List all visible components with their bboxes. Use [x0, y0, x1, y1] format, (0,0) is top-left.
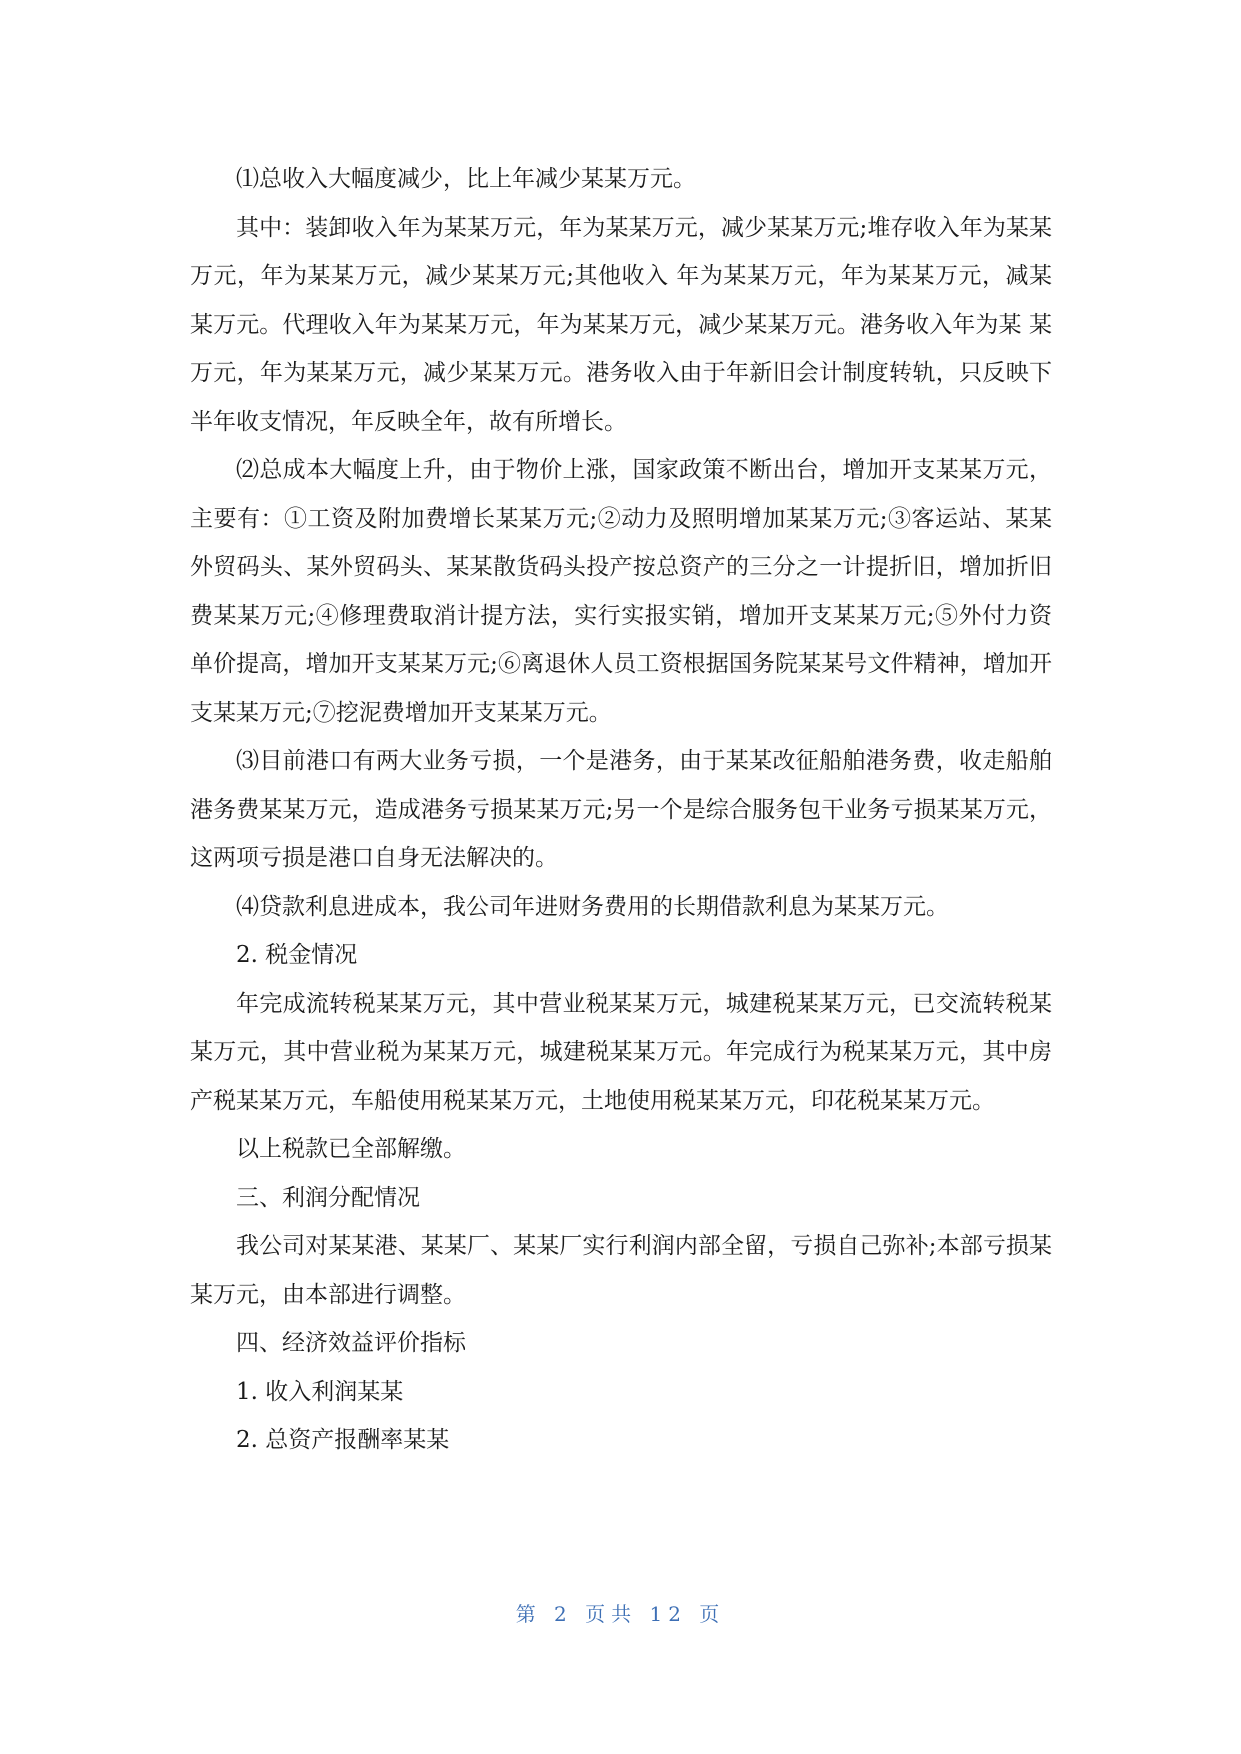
- paragraph-income-breakdown: 其中：装卸收入年为某某万元，年为某某万元，减少某某万元;堆存收入年为某某万元，年为某某万元，减少某某万元;其他收入 年为某某万元，年为某某万元，减某某万元。代理收入年为某某万元，年为某某万元，减少某某万元。港务收入年为某 某万元，年为某某万元，减少某某万元。港务收入由于年新旧会计制度转轨，只反映下半年收支情况，年反映全年，故有所增长。: [190, 214, 1052, 435]
- paragraph-total-cost: ⑵总成本大幅度上升，由于物价上涨，国家政策不断出台，增加开支某某万元，主要有：①工资及附加费增长某某万元;②动力及照明增加某某万元;③客运站、某某 外贸码头、某外贸码头、某某散货码头投产按总资产的三分之一计提折旧，增加折旧费某某万元;④修理费取消计提方法，实行实报实销，增加开支某某万元;⑤外付力资单价提高，增加开支某某万元;⑥离退休人员工资根据国务院某某号文件精神，增加开支某某万元;⑦挖泥费增加开支某某万元。: [190, 457, 1052, 726]
- paragraph-loan-interest: ⑷贷款利息进成本，我公司年进财务费用的长期借款利息为某某万元。: [236, 893, 949, 920]
- heading-tax-situation: 2. 税金情况: [236, 942, 358, 968]
- list-item-asset-return: 2. 总资产报酬率某某: [236, 1427, 450, 1453]
- heading-profit-distribution: 三、利润分配情况: [236, 1184, 420, 1211]
- paragraph-tax-details: 年完成流转税某某万元，其中营业税某某万元，城建税某某万元，已交流转税某某万元，其中营业税为某某万元，城建税某某万元。年完成行为税某某万元，其中房产税某某万元，车船使用税某某万元，土地使用税某某万元，印花税某某万元。: [190, 990, 1052, 1114]
- paragraph-business-losses: ⑶目前港口有两大业务亏损，一个是港务，由于某某改征船舶港务费，收走船舶港务费某某万元，造成港务亏损某某万元;另一个是综合服务包干业务亏损某某万元，这两项亏损是港口自身无法解决的。: [190, 748, 1052, 871]
- paragraph-total-income: ⑴总收入大幅度减少，比上年减少某某万元。: [236, 166, 696, 192]
- document-body: [190, 155, 1052, 1465]
- heading-economic-indicators: 四、经济效益评价指标: [236, 1330, 466, 1356]
- page-number-footer: 第 2 页共 12 页: [515, 1602, 726, 1626]
- list-item-income-profit: 1. 收入利润某某: [236, 1378, 404, 1405]
- paragraph-profit-distribution: 我公司对某某港、某某厂、某某厂实行利润内部全留，亏损自己弥补;本部亏损某某万元，由本部进行调整。: [190, 1233, 1052, 1308]
- paragraph-tax-paid: 以上税款已全部解缴。: [236, 1136, 466, 1162]
